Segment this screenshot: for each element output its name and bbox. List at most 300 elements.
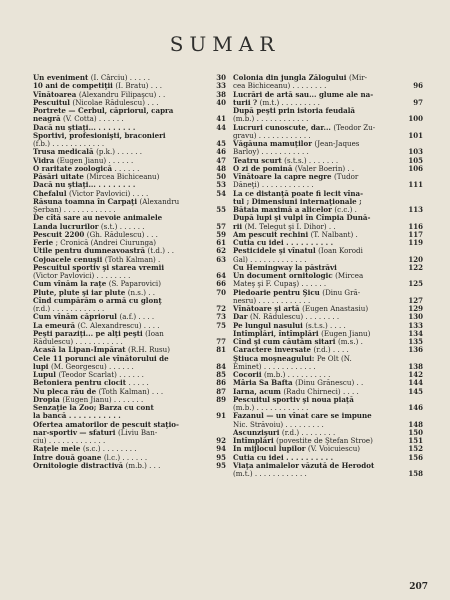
toc-entry-author: (Victor Pavlovici) . . . . . . . . xyxy=(33,272,131,280)
toc-entry-title: Viaţa animalelor văzută de Herodot xyxy=(233,461,375,470)
toc-entry-author: (m.t.) . . . . . . . . . . . . xyxy=(233,470,307,478)
toc-entry-title: Pescuitul sportiv şi starea vremii xyxy=(33,263,165,272)
toc-entry-author: (n.s.) . . xyxy=(127,288,155,297)
toc-entry xyxy=(33,148,226,156)
toc-entry-author: (Mircea Bichiceanu) xyxy=(86,173,160,181)
toc-page-number: 151 xyxy=(408,436,423,445)
toc-entry-line xyxy=(33,388,210,396)
toc-entry-title: După lupi şi vulpi în Cîmpia Dună- xyxy=(233,214,371,223)
toc-entry-title: Cum vînăm la raţe xyxy=(33,280,109,289)
toc-page-number: 47 xyxy=(216,155,226,165)
toc-page-number: 135 xyxy=(408,337,423,346)
toc-page-number: 85 xyxy=(216,370,226,379)
toc-entry-line xyxy=(233,346,407,354)
toc-entry xyxy=(33,330,226,347)
toc-entry-line xyxy=(233,231,407,239)
toc-entry-title: Bătaia maximă a alicelor xyxy=(233,206,335,214)
toc-entry-author: (Eugen Anastasiu) xyxy=(302,305,369,313)
toc-entry-title: Ascunzişuri xyxy=(233,428,282,437)
toc-entry-line xyxy=(233,388,407,396)
toc-page-number: 97 xyxy=(413,97,423,107)
toc-entry-line xyxy=(233,264,407,272)
toc-page-number: 66 xyxy=(216,279,226,289)
toc-page-number: 84 xyxy=(216,361,226,371)
toc-entry xyxy=(233,190,423,215)
toc-entry-line xyxy=(233,148,407,156)
toc-entry-author: (Teodor Scarlat) . . . . . . xyxy=(58,371,144,379)
toc-entry xyxy=(33,214,226,231)
toc-entry-line xyxy=(233,437,407,445)
toc-entry xyxy=(33,280,226,288)
toc-entry-author: (R.H. Rusu) xyxy=(128,346,170,355)
toc-entry-line xyxy=(233,74,407,82)
toc-entry-line xyxy=(33,91,210,99)
toc-entry-title: neagră xyxy=(33,115,64,124)
toc-entry-title: Cînd şi cum căutăm sitari xyxy=(233,338,338,346)
toc-entry-author: gravu) . . . . . . . . . . . . xyxy=(233,131,311,140)
toc-page-number: 122 xyxy=(408,262,423,272)
toc-entry-author: (f.b.) . . . . . . . . . . . . xyxy=(33,140,105,148)
toc-page-number: 106 xyxy=(408,163,423,173)
toc-entry-title: Cînd cumpărăm o armă cu glonţ xyxy=(33,296,162,305)
toc-entry-title: Văgăuna mamuţilor xyxy=(233,140,315,148)
toc-entry-line xyxy=(233,223,407,231)
toc-entry xyxy=(33,239,226,247)
toc-entry-line xyxy=(233,181,407,189)
toc-entry-author: (C. Alexandrescu) . . . . xyxy=(77,321,160,330)
toc-entry-author: (Ioan xyxy=(145,329,164,338)
toc-entry-author: (povestite de Ştefan Stroe) xyxy=(276,437,373,445)
toc-entry-title: Ştiuca moşneagului: xyxy=(233,354,317,363)
toc-entry-line xyxy=(33,322,210,330)
toc-page-number: 158 xyxy=(408,469,423,478)
toc-entry-line xyxy=(233,289,407,297)
toc-entry-title: Mâria Sa Bafta xyxy=(233,379,296,388)
toc-page-number: 45 xyxy=(216,139,226,148)
toc-entry xyxy=(233,379,423,387)
toc-page-number: 156 xyxy=(408,452,423,462)
toc-entry-title: Teatru scurt xyxy=(233,156,285,165)
toc-entry-author: (M. Georgescu) . . . . . . xyxy=(50,362,134,371)
toc-page-number: 144 xyxy=(408,378,423,388)
toc-entry-author: (r.d.) . . . . . . . . xyxy=(281,428,336,437)
toc-entry xyxy=(33,289,226,297)
toc-entry-line xyxy=(233,115,407,123)
toc-entry-line xyxy=(33,289,210,297)
toc-entry-title: O zi de pomină xyxy=(233,164,295,173)
toc-page-number: 73 xyxy=(216,312,226,322)
toc-entry xyxy=(33,346,226,354)
toc-entry-author: (Valer Boerin) . . xyxy=(294,164,355,173)
toc-entry-author: (V. Cotta) . . . . . . xyxy=(63,115,124,124)
toc-entry-line xyxy=(33,190,210,198)
toc-page-number: 63 xyxy=(216,254,226,264)
toc-entry-author: (Eugen Jianu) xyxy=(321,329,371,338)
toc-entry-line xyxy=(233,338,407,346)
toc-entry-title: Un document ornitologic xyxy=(233,272,336,280)
toc-entry-author: (m.t.) . . . . . . . . . xyxy=(259,98,320,107)
toc-entry-author: (Mircea xyxy=(335,272,364,280)
toc-entry xyxy=(33,256,226,264)
toc-entry-author: ; Cronică (Andrei Ciurunga) xyxy=(55,239,157,247)
toc-entry-title: La emeură xyxy=(33,321,78,330)
toc-entry-title: Cele 11 porunci ale vînătorului de xyxy=(33,354,169,363)
toc-entry xyxy=(233,140,423,157)
toc-page-number: 95 xyxy=(216,460,226,470)
toc-entry-line xyxy=(233,140,407,148)
toc-page-number: 89 xyxy=(216,394,226,404)
toc-entry-author: . . . . . xyxy=(128,379,149,388)
toc-entry-title: Iarna, acum xyxy=(233,387,284,396)
toc-entry-title: Pescuitul sportiv şi noua piaţă xyxy=(233,395,354,404)
toc-entry-author: Rădulescu) . . . . . . . . . . . xyxy=(33,338,123,346)
toc-entry xyxy=(33,74,226,82)
toc-entry-line xyxy=(33,404,210,412)
toc-entry xyxy=(233,429,423,437)
toc-entry-line xyxy=(33,148,210,156)
toc-entry-line xyxy=(33,338,210,346)
toc-entry-title: Am pescuit rechini xyxy=(233,230,311,239)
toc-entry-line xyxy=(233,91,407,99)
toc-entry-author: (Tudor xyxy=(334,173,359,181)
toc-entry-line xyxy=(33,454,210,462)
toc-entry-author: (m.b.) . . . . . . . . . . . . xyxy=(233,404,309,412)
toc-entry-author: (Alexandru xyxy=(139,197,180,206)
toc-entry-line xyxy=(33,82,210,90)
toc-entry-line xyxy=(233,330,407,338)
toc-page-number: 101 xyxy=(408,130,423,140)
toc-entry-title: Landa lucrurilor xyxy=(33,222,101,231)
toc-entry-title: De cîtă sare au nevoie animalele xyxy=(33,214,163,223)
toc-entry-title: Păsări uitate xyxy=(33,173,87,181)
toc-entry-title: Fazanul — un vînat care se impune xyxy=(233,412,372,421)
toc-entry-author: (m.b.) . . . . . . . . . . . . xyxy=(233,115,309,124)
toc-page-number: 119 xyxy=(408,238,423,247)
toc-page-number: 103 xyxy=(408,147,423,157)
toc-entry-line xyxy=(33,140,210,148)
toc-page-number: 138 xyxy=(408,361,423,371)
toc-entry-author: Nic. Străvoiu) . . . . . . . . . xyxy=(233,420,324,429)
toc-page-number: 53 xyxy=(216,180,226,190)
toc-entry-line xyxy=(33,396,210,404)
toc-entry xyxy=(233,165,423,173)
toc-entry xyxy=(33,157,226,165)
toc-page-number: 62 xyxy=(216,246,226,256)
toc-entry-line xyxy=(233,313,407,321)
toc-entry-title: Pe lungul nasului xyxy=(233,321,306,330)
toc-entry-line xyxy=(233,99,407,107)
toc-page-number: 116 xyxy=(408,221,423,231)
toc-entry-line xyxy=(33,198,210,206)
toc-entry-author: (Dinu Gră- xyxy=(322,288,361,297)
toc-page-number: 130 xyxy=(408,312,423,322)
toc-entry-title: Peşti paraziţi... pe alţi peşti xyxy=(33,329,146,338)
toc-page-number: 46 xyxy=(216,147,226,157)
toc-entry-line xyxy=(233,371,407,379)
toc-page-number: 95 xyxy=(216,452,226,462)
toc-entry-title: Vidra xyxy=(33,156,57,165)
toc-entry-line xyxy=(233,214,407,222)
toc-entry-title: Lucruri cunoscute, dar... xyxy=(233,123,334,132)
toc-page-number: 57 xyxy=(216,221,226,231)
toc-entry-title: Portrete — Cerbul, căpriorul, capra xyxy=(33,107,174,115)
toc-entry-line xyxy=(33,412,210,420)
toc-entry-line xyxy=(233,82,407,90)
toc-entry-line xyxy=(233,470,407,478)
toc-entry-line xyxy=(233,256,407,264)
toc-entry-author: (Gh. Rădulescu) . . . xyxy=(86,230,158,239)
toc-entry xyxy=(33,264,226,281)
toc-entry-author: Dăneţi) . . . . . . . . . . . . xyxy=(233,181,314,190)
toc-page-number: 59 xyxy=(216,229,226,239)
toc-entry-line xyxy=(33,214,210,222)
toc-entry xyxy=(233,355,423,372)
toc-entry-author: (s.c.) . . . . . . . . xyxy=(82,445,137,454)
toc-entry-title: 10 ani de competiţii xyxy=(33,82,116,91)
toc-entry xyxy=(233,107,423,124)
toc-entry-line xyxy=(33,173,210,181)
toc-entry-line xyxy=(233,305,407,313)
toc-entry xyxy=(33,388,226,396)
toc-entry-author: (p.k.) . . . . . . xyxy=(96,148,143,157)
toc-entry-author: (T. Nalbant) . xyxy=(310,230,358,239)
toc-page-number: 70 xyxy=(216,287,226,297)
toc-entry xyxy=(233,412,423,429)
toc-page-number: 94 xyxy=(216,444,226,454)
toc-page-number: 72 xyxy=(216,304,226,313)
toc-entry-title: tul ; Dimensiuni internaţionale ; xyxy=(233,197,362,206)
toc-entry-author: Pe Olt (N. xyxy=(316,354,352,363)
toc-entry-title: Plute, plute şi iar plute xyxy=(33,288,128,297)
toc-entry-line xyxy=(233,206,407,214)
toc-entry-line xyxy=(233,297,407,305)
toc-entry xyxy=(233,231,423,239)
toc-entry-line xyxy=(233,454,407,462)
toc-entry-author: (Nicolae Rădulescu) . . . xyxy=(72,98,159,107)
toc-page-number: 38 xyxy=(216,89,226,99)
toc-entry xyxy=(233,74,423,91)
toc-entry-author: (s.t.s.) . . . . . . . xyxy=(284,156,339,165)
toc-entry xyxy=(33,173,226,181)
toc-entry-title: Cojoacele cenuşii xyxy=(33,255,105,264)
toc-entry-title: Răsuna toamna în Carpaţi xyxy=(33,197,140,206)
toc-entry-author: (Victor Pavlovici) . . . . xyxy=(68,189,149,198)
toc-entry-line xyxy=(33,346,210,354)
toc-entry-author: (Dinu Grănescu) . . xyxy=(295,379,364,388)
toc-entry-line xyxy=(33,107,210,115)
toc-entry-line xyxy=(33,437,210,445)
toc-entry xyxy=(233,330,423,338)
toc-left-column xyxy=(33,74,226,470)
toc-entry-title: Cutia cu idei . . . . . . . . . . xyxy=(233,453,334,462)
toc-entry-line xyxy=(33,445,210,453)
toc-entry-title: Vînătoarea xyxy=(33,90,79,99)
toc-entry-title: Acasă la Lipan-Împărat xyxy=(33,346,129,355)
toc-entry-line xyxy=(33,280,210,288)
toc-entry-author: (Liviu Ban- xyxy=(117,428,158,437)
toc-entry-title: Intre două goane xyxy=(33,453,104,462)
toc-entry-line xyxy=(33,462,210,470)
toc-entry xyxy=(233,313,423,321)
toc-page-number: 30 xyxy=(216,73,226,82)
toc-entry-line xyxy=(233,165,407,173)
toc-entry-line xyxy=(33,363,210,371)
toc-entry-line xyxy=(233,379,407,387)
toc-entry xyxy=(233,91,423,108)
toc-entry xyxy=(233,247,423,264)
toc-entry-line xyxy=(33,371,210,379)
toc-page-number: 105 xyxy=(408,155,423,165)
toc-entry xyxy=(33,379,226,387)
toc-entry xyxy=(33,404,226,421)
toc-entry-author: (s.t.) . . . . . . xyxy=(100,222,145,231)
toc-entry-title: nar-sportiv — sfaturi xyxy=(33,428,118,437)
toc-entry xyxy=(33,181,226,189)
toc-entry-line xyxy=(233,280,407,288)
toc-entry-title: Colonia din jungla Zălogului xyxy=(233,74,349,82)
toc-page-number: 33 xyxy=(216,81,226,91)
toc-entry-line xyxy=(33,115,210,123)
toc-entry-line xyxy=(33,264,210,272)
toc-entry-line xyxy=(33,297,210,305)
toc-entry-line xyxy=(33,313,210,321)
toc-entry-author: (Teodor Zu- xyxy=(333,123,376,132)
toc-entry-author: (I. Bratu) . . . xyxy=(115,82,162,91)
toc-entry-author: ciu) . . . . . . . . . . . . . xyxy=(33,437,106,445)
toc-page-number: 48 xyxy=(216,163,226,173)
toc-entry-author: cea Bichiceanu) . . . . . . . . xyxy=(233,82,327,91)
toc-entry xyxy=(33,107,226,124)
toc-entry-line xyxy=(233,429,407,437)
toc-entry-line xyxy=(33,124,210,132)
toc-entry-title: Intîmplări, întîmplări xyxy=(233,329,322,338)
toc-page-number: 100 xyxy=(408,114,423,124)
toc-entry-author: (a.f.) . . . . xyxy=(119,313,155,322)
toc-entry xyxy=(33,165,226,173)
toc-entry-author: (Toth Kalman) . . . xyxy=(98,387,164,396)
toc-entry-line xyxy=(233,396,407,404)
toc-entry xyxy=(33,247,226,255)
toc-page-number: 41 xyxy=(216,114,226,124)
toc-page-number: 86 xyxy=(216,378,226,388)
toc-entry-title: La ce distanţă poate fi lecit vîna- xyxy=(233,189,364,198)
toc-entry-title: Pesticidele şi vînatul xyxy=(233,247,319,256)
toc-entry-title: Dacă nu ştiaţi... . . . . . . . . xyxy=(33,123,136,132)
toc-page-number: 134 xyxy=(408,328,423,338)
toc-entry-author: (Eugen Jianu) . . . . . . xyxy=(56,156,134,165)
toc-entry-author: (m.b.) . . . . . . . . . . xyxy=(264,371,331,379)
toc-entry-author: (N. Rădulescu) . . . . . . . . xyxy=(249,313,340,322)
toc-entry-line xyxy=(33,247,210,255)
toc-entry xyxy=(33,371,226,379)
toc-entry xyxy=(33,82,226,90)
toc-entry-line xyxy=(233,247,407,255)
toc-entry xyxy=(33,445,226,453)
toc-entry-title: Piedoarie pentru Şicu xyxy=(233,288,323,297)
toc-entry xyxy=(233,157,423,165)
toc-entry-title: După peşti prin istoria feudală xyxy=(233,107,356,115)
toc-entry xyxy=(33,190,226,198)
toc-entry-line xyxy=(233,107,407,115)
toc-entry xyxy=(33,322,226,330)
toc-entry-author: (M. Telegut şi I. Dihor) . . xyxy=(244,222,336,231)
toc-entry-line xyxy=(233,173,407,181)
toc-entry-title: Betoniera pentru clocit xyxy=(33,379,129,388)
toc-page-number: 146 xyxy=(408,403,423,412)
toc-entry xyxy=(233,272,423,289)
toc-page-number: 87 xyxy=(216,386,226,396)
toc-page-number: 55 xyxy=(216,205,226,214)
toc-page-number: 111 xyxy=(408,180,423,190)
toc-page-number: 96 xyxy=(413,81,423,91)
toc-entry-author: (m.b.) . . . xyxy=(125,461,161,470)
toc-entry-title: Caractere inversate xyxy=(233,346,314,355)
toc-entry-author: (Eugen Jianu) . . . . . . . xyxy=(62,395,144,404)
toc-entry-line xyxy=(33,256,210,264)
toc-entry-title: Raţele mele xyxy=(33,445,83,454)
toc-entry-line xyxy=(233,157,407,165)
toc-entry xyxy=(33,313,226,321)
toc-entry xyxy=(33,231,226,239)
toc-entry xyxy=(33,124,226,132)
toc-entry-line xyxy=(33,355,210,363)
toc-entry-title: Lupul xyxy=(33,371,59,379)
toc-entry xyxy=(233,388,423,396)
toc-entry-line xyxy=(233,272,407,280)
toc-entry-title: Ornitologie distractivă xyxy=(33,461,126,470)
toc-entry xyxy=(33,91,226,99)
toc-page-number: 136 xyxy=(408,345,423,355)
toc-entry-author: nesru) . . . . . . . . . . . . xyxy=(233,296,311,305)
toc-entry-title: Cum vînăm căpriorul xyxy=(33,313,120,322)
toc-entry xyxy=(233,239,423,247)
toc-entry-author: Mateş şi F. Cupaş) . . . . . . xyxy=(233,280,327,289)
toc-entry-title: Senzaţie la Zoo; Barza cu cont xyxy=(33,404,154,412)
toc-entry-line xyxy=(33,74,210,82)
toc-page-number: 152 xyxy=(408,444,423,454)
toc-entry-line xyxy=(233,132,407,140)
toc-entry-author: (m.s.) . xyxy=(337,338,363,346)
toc-entry-line xyxy=(233,412,407,420)
toc-entry xyxy=(233,371,423,379)
toc-entry-title: Pescuit 2200 xyxy=(33,230,87,239)
toc-entry-line xyxy=(33,132,210,140)
toc-entry-title: Un eveniment xyxy=(33,74,91,82)
toc-entry xyxy=(33,99,226,107)
toc-entry-title: O raritate zoologică xyxy=(33,164,115,173)
toc-entry xyxy=(233,214,423,231)
toc-page-number: 133 xyxy=(408,320,423,330)
toc-entry-title: la bancă . . . . . . . . . . . xyxy=(33,412,121,421)
toc-entry-author: Eminet) . . . . . . . . . . . . xyxy=(233,362,316,371)
toc-entry-title: Ferie xyxy=(33,239,56,247)
toc-page-number: 117 xyxy=(408,229,423,239)
toc-entry-author: (Mir- xyxy=(348,74,368,82)
toc-entry-line xyxy=(233,355,407,363)
toc-entry xyxy=(33,396,226,404)
toc-entry xyxy=(233,305,423,313)
toc-entry-author: Barloy) . . . . . . . . . . . xyxy=(233,148,309,157)
toc-page-number: 44 xyxy=(216,122,226,132)
page-title: SUMAR xyxy=(169,32,281,56)
toc-entry xyxy=(33,462,226,470)
toc-page-number: 64 xyxy=(216,271,226,280)
toc-entry-line xyxy=(233,363,407,371)
toc-entry-title: Dar xyxy=(233,313,250,322)
toc-page-number: 54 xyxy=(216,188,226,198)
toc-page-number: 92 xyxy=(216,436,226,445)
toc-entry-title: Pescuitul xyxy=(33,98,73,107)
